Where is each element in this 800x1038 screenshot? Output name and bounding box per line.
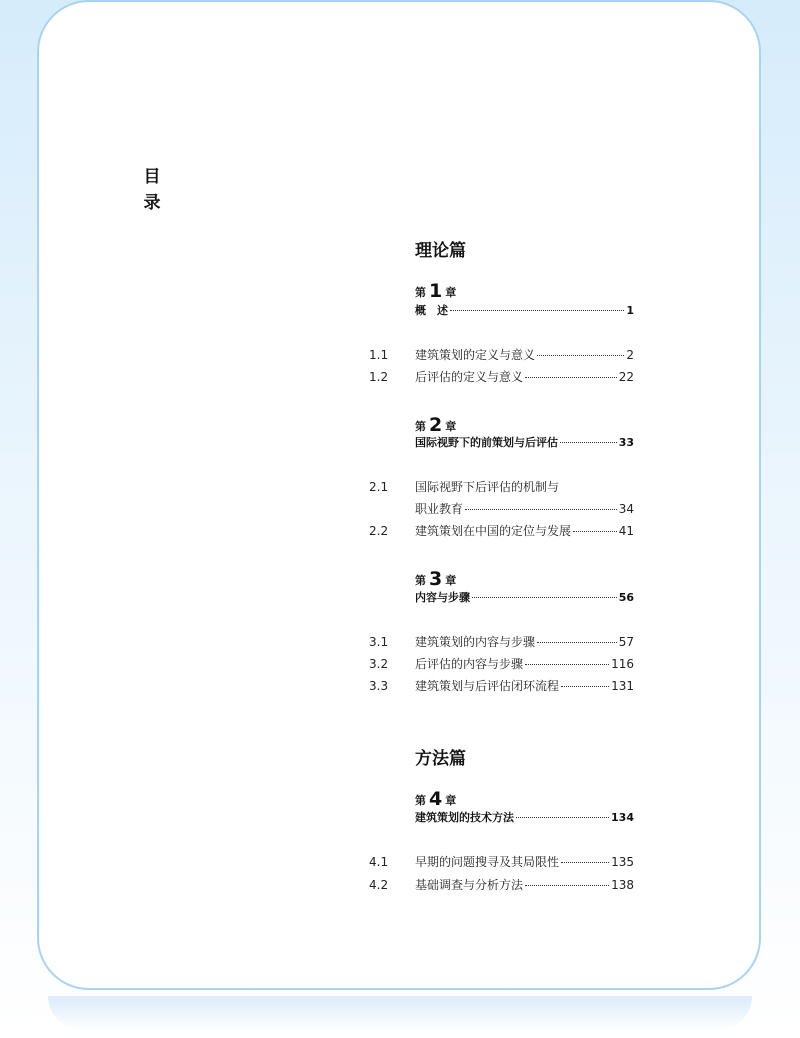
- section-entry[interactable]: 3.3 建筑策划与后评估闭环流程 131: [369, 679, 634, 693]
- toc-heading: 目 录: [143, 167, 161, 213]
- chapter-label: 第 2 章: [415, 414, 457, 436]
- chapter-entry[interactable]: 建筑策划的技术方法 134: [415, 811, 634, 824]
- section-entry[interactable]: 1.1 建筑策划的定义与意义 2: [369, 348, 634, 362]
- part-title: 方法篇: [415, 749, 466, 769]
- section-entry[interactable]: 3.1 建筑策划的内容与步骤 57: [369, 635, 634, 649]
- section-entry[interactable]: 4.1 早期的问题搜寻及其局限性 135: [369, 855, 634, 869]
- section-entry[interactable]: 1.2 后评估的定义与意义 22: [369, 370, 634, 384]
- chapter-label: 第 1 章: [415, 280, 457, 302]
- section-entry-continuation[interactable]: 职业教育 34: [415, 502, 634, 516]
- chapter-entry[interactable]: 内容与步骤 56: [415, 591, 634, 604]
- chapter-entry[interactable]: 概 述 1: [415, 304, 634, 317]
- section-entry[interactable]: 2.1 国际视野下后评估的机制与: [369, 480, 560, 494]
- part-title: 理论篇: [415, 241, 466, 261]
- card-shadow: [48, 996, 752, 1030]
- section-entry[interactable]: 3.2 后评估的内容与步骤 116: [369, 657, 634, 671]
- chapter-entry[interactable]: 国际视野下的前策划与后评估 33: [415, 436, 634, 449]
- section-entry[interactable]: 4.2 基础调查与分析方法 138: [369, 878, 634, 892]
- section-entry[interactable]: 2.2 建筑策划在中国的定位与发展 41: [369, 524, 634, 538]
- chapter-label: 第 3 章: [415, 568, 457, 590]
- chapter-label: 第 4 章: [415, 788, 457, 810]
